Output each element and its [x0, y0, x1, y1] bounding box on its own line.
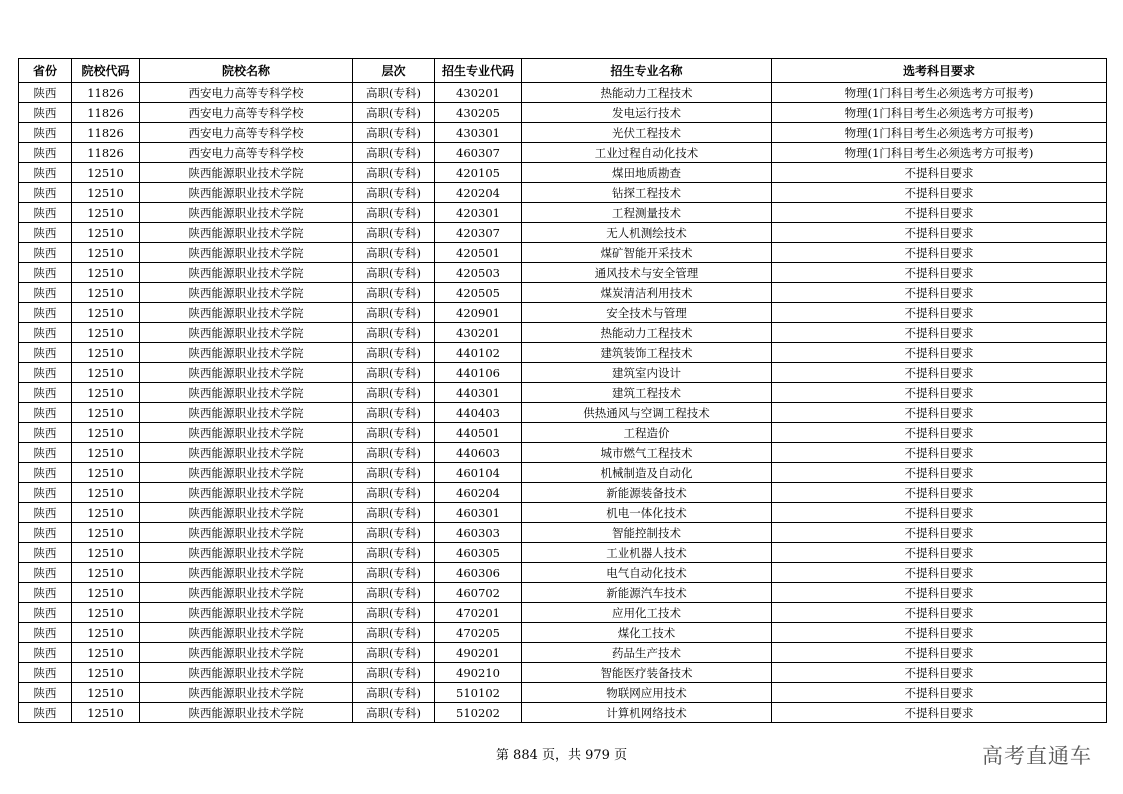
major-code-cell: 470201: [435, 603, 522, 623]
table-row: [19, 323, 1107, 343]
major-code-cell: 420204: [435, 183, 522, 203]
province-cell: 陕西: [19, 443, 72, 463]
table-row: [19, 283, 1107, 303]
province-cell: 陕西: [19, 163, 72, 183]
subject-requirement-cell: 不提科目要求: [772, 603, 1107, 623]
major-code-cell: 430301: [435, 123, 522, 143]
province-cell: 陕西: [19, 623, 72, 643]
school-name-cell: 陕西能源职业技术学院: [140, 663, 353, 683]
province-cell: 陕西: [19, 243, 72, 263]
major-code-cell: 420105: [435, 163, 522, 183]
level-cell: 高职(专科): [353, 423, 435, 443]
province-cell: 陕西: [19, 403, 72, 423]
column-header: 选考科目要求: [772, 59, 1107, 83]
school-code-cell: 11826: [72, 103, 140, 123]
school-code-cell: 11826: [72, 143, 140, 163]
school-name-cell: 陕西能源职业技术学院: [140, 623, 353, 643]
watermark-logo: 高考直通车: [982, 744, 1092, 768]
major-code-cell: 420307: [435, 223, 522, 243]
table-row: [19, 563, 1107, 583]
level-cell: 高职(专科): [353, 603, 435, 623]
province-cell: 陕西: [19, 103, 72, 123]
level-cell: 高职(专科): [353, 383, 435, 403]
column-header: 院校代码: [72, 59, 140, 83]
major-code-cell: 430205: [435, 103, 522, 123]
level-cell: 高职(专科): [353, 523, 435, 543]
level-cell: 高职(专科): [353, 223, 435, 243]
major-code-cell: 420505: [435, 283, 522, 303]
province-cell: 陕西: [19, 503, 72, 523]
province-cell: 陕西: [19, 83, 72, 103]
province-cell: 陕西: [19, 343, 72, 363]
school-code-cell: 12510: [72, 663, 140, 683]
school-code-cell: 12510: [72, 183, 140, 203]
major-name-cell: 物联网应用技术: [522, 683, 772, 703]
level-cell: 高职(专科): [353, 503, 435, 523]
level-cell: 高职(专科): [353, 303, 435, 323]
major-name-cell: 机电一体化技术: [522, 503, 772, 523]
province-cell: 陕西: [19, 323, 72, 343]
school-code-cell: 12510: [72, 323, 140, 343]
column-header: 层次: [353, 59, 435, 83]
major-code-cell: 460307: [435, 143, 522, 163]
province-cell: 陕西: [19, 583, 72, 603]
level-cell: 高职(专科): [353, 83, 435, 103]
level-cell: 高职(专科): [353, 183, 435, 203]
subject-requirement-cell: 不提科目要求: [772, 503, 1107, 523]
school-name-cell: 陕西能源职业技术学院: [140, 703, 353, 723]
level-cell: 高职(专科): [353, 683, 435, 703]
subject-requirement-cell: 不提科目要求: [772, 323, 1107, 343]
subject-requirement-cell: 物理(1门科目考生必须选考方可报考): [772, 103, 1107, 123]
school-code-cell: 11826: [72, 123, 140, 143]
table-row: [19, 483, 1107, 503]
subject-requirement-cell: 不提科目要求: [772, 703, 1107, 723]
major-name-cell: 新能源装备技术: [522, 483, 772, 503]
major-code-cell: 460204: [435, 483, 522, 503]
major-code-cell: 420301: [435, 203, 522, 223]
school-code-cell: 12510: [72, 523, 140, 543]
school-name-cell: 陕西能源职业技术学院: [140, 283, 353, 303]
major-name-cell: 智能控制技术: [522, 523, 772, 543]
province-cell: 陕西: [19, 663, 72, 683]
level-cell: 高职(专科): [353, 323, 435, 343]
level-cell: 高职(专科): [353, 703, 435, 723]
major-name-cell: 热能动力工程技术: [522, 323, 772, 343]
subject-requirement-cell: 不提科目要求: [772, 363, 1107, 383]
school-name-cell: 西安电力高等专科学校: [140, 123, 353, 143]
major-name-cell: 通风技术与安全管理: [522, 263, 772, 283]
subject-requirement-cell: 不提科目要求: [772, 623, 1107, 643]
school-name-cell: 陕西能源职业技术学院: [140, 563, 353, 583]
level-cell: 高职(专科): [353, 563, 435, 583]
level-cell: 高职(专科): [353, 363, 435, 383]
school-code-cell: 12510: [72, 603, 140, 623]
table-row: [19, 383, 1107, 403]
subject-requirement-cell: 不提科目要求: [772, 683, 1107, 703]
province-cell: 陕西: [19, 603, 72, 623]
major-name-cell: 煤矿智能开采技术: [522, 243, 772, 263]
major-code-cell: 430201: [435, 83, 522, 103]
table-row: [19, 643, 1107, 663]
major-name-cell: 钻探工程技术: [522, 183, 772, 203]
school-code-cell: 12510: [72, 423, 140, 443]
province-cell: 陕西: [19, 483, 72, 503]
major-name-cell: 建筑室内设计: [522, 363, 772, 383]
major-code-cell: 430201: [435, 323, 522, 343]
table-row: [19, 403, 1107, 423]
subject-requirement-cell: 不提科目要求: [772, 223, 1107, 243]
table-row: [19, 463, 1107, 483]
table-row: [19, 143, 1107, 163]
subject-requirement-cell: 不提科目要求: [772, 523, 1107, 543]
school-name-cell: 陕西能源职业技术学院: [140, 483, 353, 503]
table-row: [19, 83, 1107, 103]
column-header: 招生专业代码: [435, 59, 522, 83]
school-name-cell: 陕西能源职业技术学院: [140, 523, 353, 543]
table-row: [19, 163, 1107, 183]
level-cell: 高职(专科): [353, 403, 435, 423]
major-code-cell: 460305: [435, 543, 522, 563]
school-name-cell: 陕西能源职业技术学院: [140, 163, 353, 183]
major-name-cell: 煤田地质勘查: [522, 163, 772, 183]
province-cell: 陕西: [19, 363, 72, 383]
school-code-cell: 12510: [72, 623, 140, 643]
province-cell: 陕西: [19, 523, 72, 543]
school-code-cell: 12510: [72, 283, 140, 303]
major-name-cell: 工业过程自动化技术: [522, 143, 772, 163]
major-name-cell: 热能动力工程技术: [522, 83, 772, 103]
major-code-cell: 440102: [435, 343, 522, 363]
school-code-cell: 12510: [72, 643, 140, 663]
school-name-cell: 陕西能源职业技术学院: [140, 243, 353, 263]
school-name-cell: 西安电力高等专科学校: [140, 143, 353, 163]
subject-requirement-cell: 不提科目要求: [772, 163, 1107, 183]
table-row: [19, 183, 1107, 203]
school-code-cell: 12510: [72, 163, 140, 183]
admission-table: [18, 58, 1107, 723]
level-cell: 高职(专科): [353, 483, 435, 503]
table-row: [19, 103, 1107, 123]
school-code-cell: 12510: [72, 363, 140, 383]
table-row: [19, 703, 1107, 723]
subject-requirement-cell: 不提科目要求: [772, 303, 1107, 323]
school-name-cell: 陕西能源职业技术学院: [140, 403, 353, 423]
column-header: 招生专业名称: [522, 59, 772, 83]
major-code-cell: 460702: [435, 583, 522, 603]
table-row: [19, 503, 1107, 523]
major-code-cell: 440106: [435, 363, 522, 383]
subject-requirement-cell: 不提科目要求: [772, 463, 1107, 483]
school-code-cell: 11826: [72, 83, 140, 103]
major-name-cell: 机械制造及自动化: [522, 463, 772, 483]
table-row: [19, 623, 1107, 643]
subject-requirement-cell: 物理(1门科目考生必须选考方可报考): [772, 83, 1107, 103]
page-number: 第 884 页，共 979 页: [495, 748, 628, 763]
school-code-cell: 12510: [72, 383, 140, 403]
table-row: [19, 303, 1107, 323]
table-row: [19, 363, 1107, 383]
level-cell: 高职(专科): [353, 163, 435, 183]
subject-requirement-cell: 不提科目要求: [772, 663, 1107, 683]
school-name-cell: 陕西能源职业技术学院: [140, 443, 353, 463]
school-code-cell: 12510: [72, 463, 140, 483]
school-name-cell: 陕西能源职业技术学院: [140, 223, 353, 243]
table-row: [19, 343, 1107, 363]
major-name-cell: 无人机测绘技术: [522, 223, 772, 243]
province-cell: 陕西: [19, 283, 72, 303]
school-name-cell: 陕西能源职业技术学院: [140, 383, 353, 403]
major-code-cell: 490201: [435, 643, 522, 663]
table-row: [19, 263, 1107, 283]
header-row: [19, 59, 1107, 83]
school-code-cell: 12510: [72, 483, 140, 503]
subject-requirement-cell: 不提科目要求: [772, 643, 1107, 663]
subject-requirement-cell: 不提科目要求: [772, 383, 1107, 403]
province-cell: 陕西: [19, 643, 72, 663]
major-name-cell: 煤化工技术: [522, 623, 772, 643]
table-header: [19, 59, 1107, 83]
school-name-cell: 陕西能源职业技术学院: [140, 303, 353, 323]
school-name-cell: 陕西能源职业技术学院: [140, 183, 353, 203]
school-code-cell: 12510: [72, 263, 140, 283]
level-cell: 高职(专科): [353, 243, 435, 263]
major-name-cell: 建筑装饰工程技术: [522, 343, 772, 363]
province-cell: 陕西: [19, 703, 72, 723]
level-cell: 高职(专科): [353, 463, 435, 483]
school-name-cell: 陕西能源职业技术学院: [140, 263, 353, 283]
table-row: [19, 543, 1107, 563]
major-name-cell: 药品生产技术: [522, 643, 772, 663]
major-code-cell: 490210: [435, 663, 522, 683]
province-cell: 陕西: [19, 543, 72, 563]
school-code-cell: 12510: [72, 303, 140, 323]
level-cell: 高职(专科): [353, 643, 435, 663]
level-cell: 高职(专科): [353, 283, 435, 303]
level-cell: 高职(专科): [353, 143, 435, 163]
school-code-cell: 12510: [72, 503, 140, 523]
level-cell: 高职(专科): [353, 663, 435, 683]
table-row: [19, 583, 1107, 603]
major-code-cell: 470205: [435, 623, 522, 643]
level-cell: 高职(专科): [353, 623, 435, 643]
major-name-cell: 发电运行技术: [522, 103, 772, 123]
province-cell: 陕西: [19, 683, 72, 703]
school-name-cell: 陕西能源职业技术学院: [140, 363, 353, 383]
major-name-cell: 电气自动化技术: [522, 563, 772, 583]
column-header: 院校名称: [140, 59, 353, 83]
subject-requirement-cell: 不提科目要求: [772, 263, 1107, 283]
school-name-cell: 陕西能源职业技术学院: [140, 543, 353, 563]
major-name-cell: 智能医疗装备技术: [522, 663, 772, 683]
major-name-cell: 城市燃气工程技术: [522, 443, 772, 463]
school-name-cell: 陕西能源职业技术学院: [140, 503, 353, 523]
major-code-cell: 440603: [435, 443, 522, 463]
subject-requirement-cell: 不提科目要求: [772, 183, 1107, 203]
province-cell: 陕西: [19, 263, 72, 283]
level-cell: 高职(专科): [353, 123, 435, 143]
level-cell: 高职(专科): [353, 343, 435, 363]
subject-requirement-cell: 不提科目要求: [772, 203, 1107, 223]
major-name-cell: 应用化工技术: [522, 603, 772, 623]
school-name-cell: 陕西能源职业技术学院: [140, 583, 353, 603]
major-name-cell: 工程造价: [522, 423, 772, 443]
subject-requirement-cell: 不提科目要求: [772, 403, 1107, 423]
province-cell: 陕西: [19, 303, 72, 323]
major-code-cell: 420503: [435, 263, 522, 283]
province-cell: 陕西: [19, 223, 72, 243]
major-code-cell: 440501: [435, 423, 522, 443]
province-cell: 陕西: [19, 143, 72, 163]
major-name-cell: 计算机网络技术: [522, 703, 772, 723]
school-name-cell: 陕西能源职业技术学院: [140, 343, 353, 363]
subject-requirement-cell: 不提科目要求: [772, 343, 1107, 363]
province-cell: 陕西: [19, 463, 72, 483]
school-name-cell: 陕西能源职业技术学院: [140, 643, 353, 663]
major-name-cell: 煤炭清洁利用技术: [522, 283, 772, 303]
table-body: [19, 83, 1107, 723]
major-name-cell: 供热通风与空调工程技术: [522, 403, 772, 423]
major-code-cell: 460306: [435, 563, 522, 583]
subject-requirement-cell: 不提科目要求: [772, 563, 1107, 583]
major-code-cell: 420501: [435, 243, 522, 263]
subject-requirement-cell: 物理(1门科目考生必须选考方可报考): [772, 123, 1107, 143]
subject-requirement-cell: 物理(1门科目考生必须选考方可报考): [772, 143, 1107, 163]
table-row: [19, 683, 1107, 703]
level-cell: 高职(专科): [353, 583, 435, 603]
major-name-cell: 工业机器人技术: [522, 543, 772, 563]
school-code-cell: 12510: [72, 443, 140, 463]
school-name-cell: 西安电力高等专科学校: [140, 83, 353, 103]
subject-requirement-cell: 不提科目要求: [772, 483, 1107, 503]
level-cell: 高职(专科): [353, 203, 435, 223]
table-row: [19, 423, 1107, 443]
school-name-cell: 陕西能源职业技术学院: [140, 423, 353, 443]
school-code-cell: 12510: [72, 243, 140, 263]
major-code-cell: 440403: [435, 403, 522, 423]
subject-requirement-cell: 不提科目要求: [772, 583, 1107, 603]
school-code-cell: 12510: [72, 563, 140, 583]
major-code-cell: 510102: [435, 683, 522, 703]
subject-requirement-cell: 不提科目要求: [772, 443, 1107, 463]
school-code-cell: 12510: [72, 583, 140, 603]
major-name-cell: 光伏工程技术: [522, 123, 772, 143]
province-cell: 陕西: [19, 183, 72, 203]
school-code-cell: 12510: [72, 683, 140, 703]
table-row: [19, 123, 1107, 143]
major-name-cell: 新能源汽车技术: [522, 583, 772, 603]
major-name-cell: 安全技术与管理: [522, 303, 772, 323]
table-row: [19, 523, 1107, 543]
major-code-cell: 420901: [435, 303, 522, 323]
school-code-cell: 12510: [72, 543, 140, 563]
school-code-cell: 12510: [72, 403, 140, 423]
table-row: [19, 603, 1107, 623]
school-code-cell: 12510: [72, 343, 140, 363]
level-cell: 高职(专科): [353, 263, 435, 283]
school-code-cell: 12510: [72, 703, 140, 723]
school-name-cell: 陕西能源职业技术学院: [140, 323, 353, 343]
table-row: [19, 443, 1107, 463]
school-name-cell: 陕西能源职业技术学院: [140, 463, 353, 483]
level-cell: 高职(专科): [353, 103, 435, 123]
table-row: [19, 243, 1107, 263]
major-code-cell: 440301: [435, 383, 522, 403]
subject-requirement-cell: 不提科目要求: [772, 543, 1107, 563]
province-cell: 陕西: [19, 203, 72, 223]
major-code-cell: 460104: [435, 463, 522, 483]
major-code-cell: 460303: [435, 523, 522, 543]
major-code-cell: 460301: [435, 503, 522, 523]
level-cell: 高职(专科): [353, 443, 435, 463]
school-code-cell: 12510: [72, 203, 140, 223]
subject-requirement-cell: 不提科目要求: [772, 243, 1107, 263]
school-code-cell: 12510: [72, 223, 140, 243]
province-cell: 陕西: [19, 383, 72, 403]
column-header: 省份: [19, 59, 72, 83]
school-name-cell: 陕西能源职业技术学院: [140, 203, 353, 223]
table-row: [19, 223, 1107, 243]
table-row: [19, 203, 1107, 223]
school-name-cell: 陕西能源职业技术学院: [140, 683, 353, 703]
province-cell: 陕西: [19, 563, 72, 583]
school-name-cell: 陕西能源职业技术学院: [140, 603, 353, 623]
level-cell: 高职(专科): [353, 543, 435, 563]
major-name-cell: 工程测量技术: [522, 203, 772, 223]
province-cell: 陕西: [19, 423, 72, 443]
subject-requirement-cell: 不提科目要求: [772, 423, 1107, 443]
major-name-cell: 建筑工程技术: [522, 383, 772, 403]
province-cell: 陕西: [19, 123, 72, 143]
major-code-cell: 510202: [435, 703, 522, 723]
subject-requirement-cell: 不提科目要求: [772, 283, 1107, 303]
table-row: [19, 663, 1107, 683]
school-name-cell: 西安电力高等专科学校: [140, 103, 353, 123]
